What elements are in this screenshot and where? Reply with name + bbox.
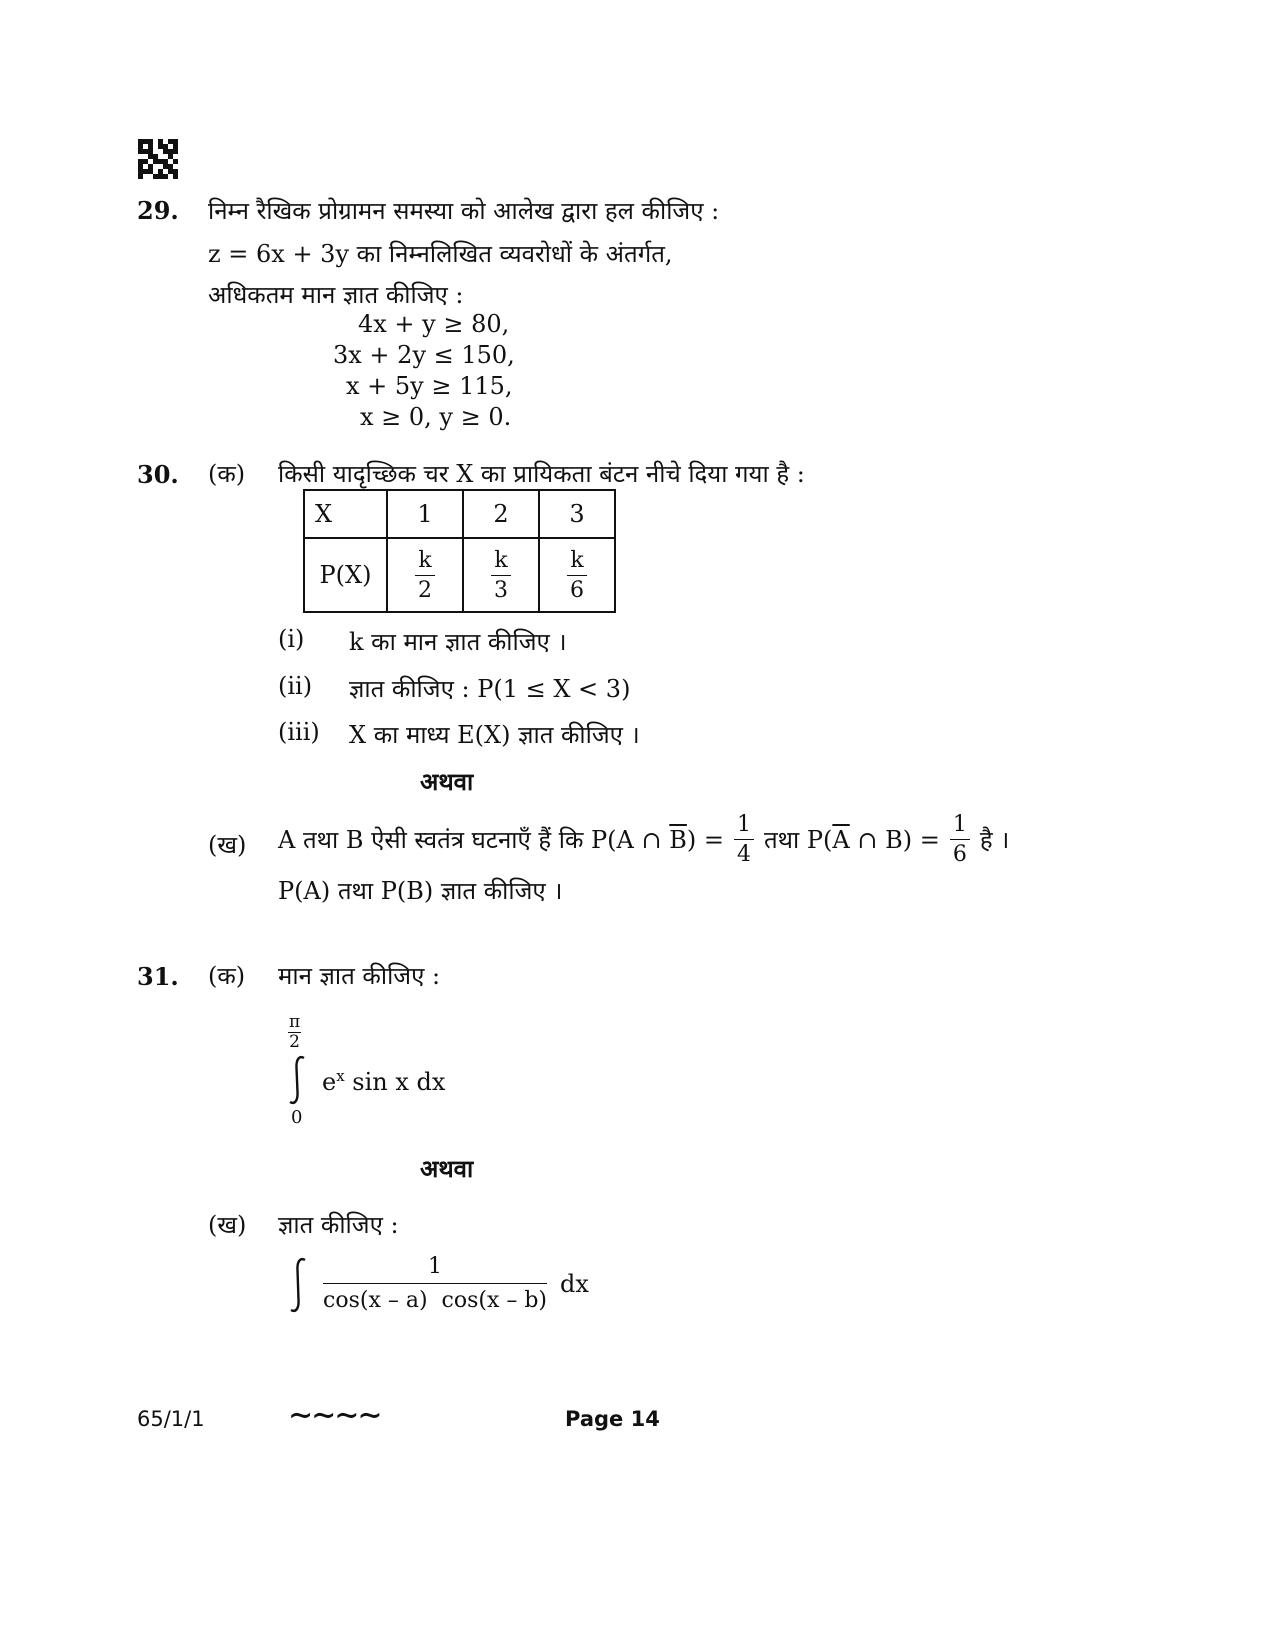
q30a-label: (क): [208, 460, 246, 488]
q30b-text: है ।: [979, 826, 1010, 854]
qr-code: [138, 139, 178, 179]
numerator: k: [567, 548, 587, 576]
integral-dx: dx: [560, 1270, 589, 1298]
q29-constraint-2: 3x + 2y ≤ 150,: [333, 341, 515, 369]
q30-subpart-iii-label: (iii): [278, 718, 320, 746]
page-number: Page 14: [565, 1407, 660, 1431]
q30-subpart-i-label: (i): [278, 625, 305, 653]
denominator: 6: [570, 577, 584, 603]
denominator: 4: [737, 842, 751, 867]
integral-upper-limit: [288, 1013, 301, 1051]
numerator: k: [491, 548, 511, 576]
denominator: 3: [494, 577, 508, 603]
q30b-text: ∩ B) =: [849, 825, 940, 854]
table-cell: [539, 538, 615, 612]
numerator: 1: [734, 812, 754, 840]
qr-module: [173, 174, 178, 179]
question-number-31: 31.: [137, 962, 179, 991]
a-complement: $\overline{A}$: [832, 825, 850, 854]
q30b-text: ) =: [686, 825, 724, 854]
question-number-30: 30.: [137, 460, 179, 489]
question-number-29: 29.: [137, 196, 179, 225]
q29-constraint-1: 4x + y ≥ 80,: [358, 310, 510, 338]
fraction: [491, 548, 511, 603]
q29-constraint-4: x ≥ 0, y ≥ 0.: [360, 403, 512, 431]
indefinite-integral-sign: [283, 1256, 313, 1314]
fraction-one-sixth: [950, 812, 970, 867]
q29-instruction: निम्न रैखिक प्रोग्रामन समस्या को आलेख द्वारा हल कीजिए :: [208, 197, 720, 225]
table-cell: 3: [539, 490, 615, 538]
footer-decoration: ∼∼∼∼: [288, 1398, 381, 1433]
q30b-text: तथा P(: [764, 826, 833, 854]
table-row: [304, 538, 615, 612]
denominator: 2: [418, 577, 432, 603]
q31b-label: (ख): [208, 1211, 247, 1239]
paper-code: 65/1/1: [137, 1407, 205, 1431]
integral-sign: [282, 1054, 312, 1106]
integrand-fraction: [323, 1254, 547, 1313]
fraction-one-quarter: [734, 812, 754, 867]
q30b-text: A तथा B ऐसी स्वतंत्र घटनाएँ हैं कि P(A ∩: [278, 826, 670, 854]
q30-subpart-ii-label: (ii): [278, 672, 313, 700]
table-row: [304, 490, 615, 538]
q29-objective: z = 6x + 3y का निम्नलिखित व्यवरोधों के अंतर्गत,: [208, 240, 673, 268]
q30b-statement: [278, 812, 1009, 867]
q30-subpart-i-text: k का मान ज्ञात कीजिए ।: [349, 628, 567, 656]
q30b-line2: P(A) तथा P(B) ज्ञात कीजिए ।: [278, 877, 563, 905]
table-cell: [387, 538, 463, 612]
q30a-intro: किसी यादृच्छिक चर X का प्रायिकता बंटन नीचे दिया गया है :: [278, 460, 805, 488]
q30-subpart-ii-text: ज्ञात कीजिए : P(1 ≤ X < 3): [349, 675, 631, 703]
table-cell: 2: [463, 490, 539, 538]
table-cell: 1: [387, 490, 463, 538]
q31b-text: ज्ञात कीजिए :: [278, 1211, 399, 1239]
integral-lower-limit: 0: [291, 1107, 303, 1128]
numerator: 1: [950, 812, 970, 840]
denominator: 2: [289, 1031, 300, 1052]
table-cell: P(X): [304, 538, 387, 612]
integrand-exponent: x: [336, 1067, 345, 1085]
q30-subpart-iii-text: X का माध्य E(X) ज्ञात कीजिए ।: [349, 721, 640, 749]
fraction: [415, 548, 435, 603]
fraction: [567, 548, 587, 603]
table-cell: [463, 538, 539, 612]
numerator: k: [415, 548, 435, 576]
probability-distribution-table: [303, 489, 616, 613]
q30-or-divider: अथवा: [420, 767, 474, 796]
q31a-text: मान ज्ञात कीजिए :: [278, 962, 441, 990]
integrand: [322, 1067, 445, 1096]
q30b-label: (ख): [208, 831, 247, 859]
denominator: cos(x – a) cos(x – b): [323, 1288, 548, 1313]
denominator: 6: [952, 842, 967, 867]
numerator: π: [289, 1012, 301, 1032]
q31-or-divider: अथवा: [420, 1154, 474, 1183]
integrand-base: e: [322, 1068, 337, 1096]
numerator: 1: [323, 1254, 547, 1284]
table-cell: X: [304, 490, 387, 538]
q29-maximize: अधिकतम मान ज्ञात कीजिए :: [208, 281, 464, 309]
b-complement: $\overline{B}$: [669, 825, 687, 854]
q31a-label: (क): [208, 962, 246, 990]
integrand-rest: sin x dx: [344, 1068, 446, 1096]
q29-constraint-3: x + 5y ≥ 115,: [346, 372, 513, 400]
